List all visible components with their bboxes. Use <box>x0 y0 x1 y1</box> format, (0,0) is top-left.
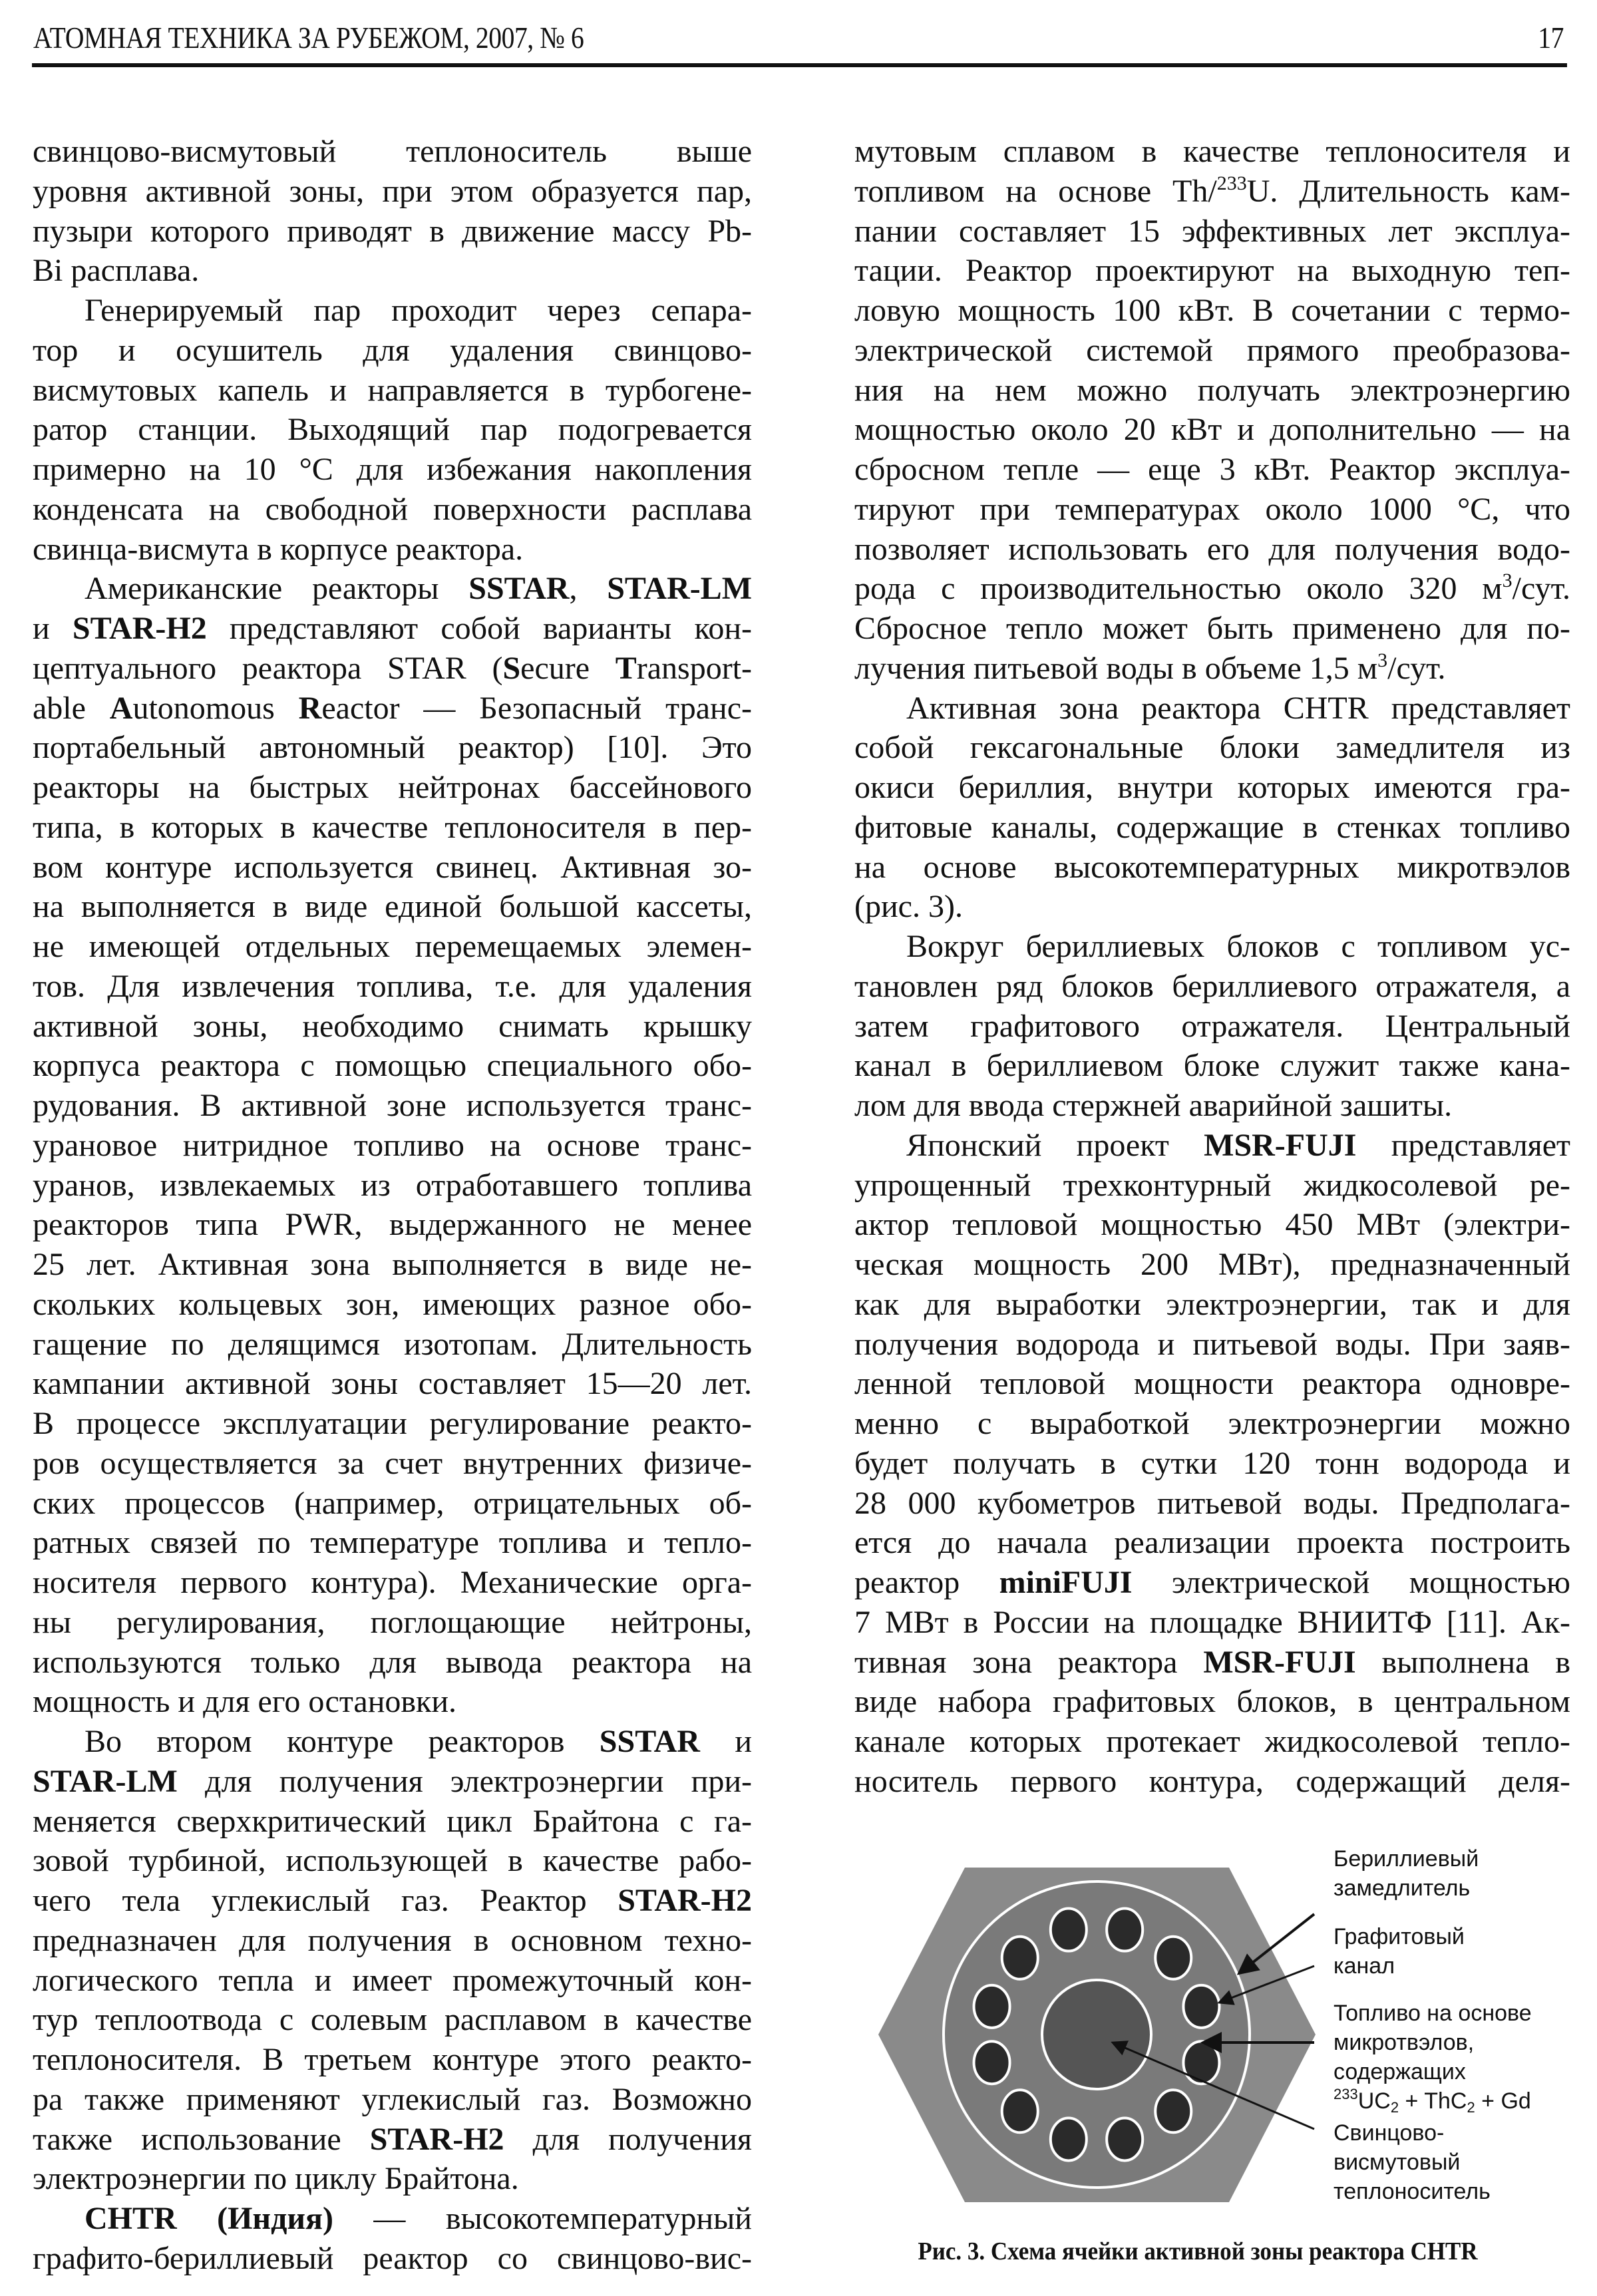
text-run: ческая мощность 200 МВт), предназначенный <box>854 1247 1570 1282</box>
text-run: реакторов типа PWR, выдержанного не менее <box>33 1207 752 1243</box>
text-run: ров осуществляется за счет внутренних физиче- <box>33 1445 752 1481</box>
formula-part: UC <box>1357 2088 1391 2114</box>
text-line <box>33 1802 752 1842</box>
label-line: микротвэлов, <box>1333 2030 1475 2055</box>
text-run: ны регулирования, поглощающие нейтроны, <box>33 1604 752 1640</box>
text-run: — высокотемпературный <box>333 2201 752 2236</box>
text-line <box>33 1404 752 1444</box>
text-line <box>854 927 1570 967</box>
text-run: ских процессов (например, отрицательных об- <box>33 1485 752 1521</box>
text-line <box>854 609 1570 649</box>
text-run: на основе высокотемпературных микротвэлов <box>854 849 1570 885</box>
text-line <box>33 1166 752 1206</box>
text-line <box>854 450 1570 490</box>
text-run: рода с производительностью около 320 м <box>854 571 1503 607</box>
bold-term: MSR-FUJI <box>1203 1644 1356 1680</box>
text-run: предназначен для получения в основном техно- <box>33 1922 752 1958</box>
text-line <box>854 848 1570 888</box>
text-line <box>33 1643 752 1683</box>
text-run: электроэнергии по циклу Брайтона. <box>33 2161 519 2197</box>
text-line <box>33 2199 752 2239</box>
text-run: гащение по делящимся изотопам. Длительность <box>33 1326 752 1362</box>
text-line <box>854 1166 1570 1206</box>
paragraph <box>854 1126 1570 1802</box>
label-line: Топливо на основе <box>1333 2001 1532 2026</box>
text-run: Вокруг бериллиевых блоков с топливом ус- <box>906 929 1570 964</box>
text-line <box>854 1722 1570 1762</box>
arrow-coolant <box>1113 2043 1314 2129</box>
fuel-channel <box>1155 2090 1191 2132</box>
text-run: позволяет использовать его для получения водо- <box>854 531 1570 567</box>
superscript: 3 <box>1502 570 1512 592</box>
text-line <box>33 808 752 848</box>
text-run: /сут. <box>1387 650 1446 686</box>
text-run: 7 МВт в России на площадке ВНИИТФ [11]. Ак- <box>854 1604 1570 1640</box>
label-line: содержащих <box>1333 2059 1466 2084</box>
text-run: ратных связей по температуре топлива и тепло- <box>33 1525 752 1561</box>
text-line <box>854 1086 1570 1126</box>
text-run: активной зоны, необходимо снимать крышку <box>33 1008 752 1044</box>
text-line <box>854 1643 1570 1683</box>
bold-term: STAR-H2 <box>618 1883 752 1918</box>
text-line <box>33 1126 752 1166</box>
text-run: реактор <box>854 1565 999 1600</box>
text-run: получения водорода и питьевой воды. При заяв- <box>854 1326 1570 1362</box>
left-column <box>33 132 752 2279</box>
text-line <box>33 331 752 371</box>
text-line <box>854 1007 1570 1047</box>
text-run: для получения электроэнергии при- <box>177 1763 752 1799</box>
superscript: 3 <box>1377 649 1388 671</box>
text-line <box>854 1205 1570 1245</box>
text-line <box>33 2000 752 2040</box>
text-line <box>33 1325 752 1365</box>
paragraph <box>854 927 1570 1126</box>
header-rule <box>32 63 1567 67</box>
text-line <box>854 887 1570 927</box>
text-line <box>33 371 752 410</box>
text-run: примерно на 10 °C для избежания накопления <box>33 452 752 487</box>
text-run: и <box>33 611 73 646</box>
text-line <box>33 2120 752 2160</box>
text-run: Генерируемый пар проходит через сепара- <box>85 293 752 328</box>
text-run: менно с выработкой электроэнергии можно <box>854 1406 1570 1441</box>
text-line <box>33 530 752 570</box>
text-run: на выполняется в виде единой большой кассеты, <box>33 889 752 925</box>
text-run: логического тепла и имеет промежуточный кон- <box>33 1962 752 1998</box>
text-line <box>33 2159 752 2199</box>
text-line <box>33 1961 752 2001</box>
text-run: тируют при температурах около 1000 °C, что <box>854 491 1570 527</box>
text-run: типа, в которых в качестве теплоносителя в пер- <box>33 809 752 845</box>
text-line <box>854 132 1570 172</box>
text-line <box>854 172 1570 212</box>
text-run: Американские реакторы <box>85 571 469 607</box>
text-line <box>854 808 1570 848</box>
text-line <box>33 1444 752 1484</box>
text-run: Во втором контуре реакторов <box>85 1724 600 1759</box>
text-line <box>33 2080 752 2120</box>
text-run: топливом на основе Th/ <box>854 173 1217 209</box>
text-line <box>33 967 752 1007</box>
text-line <box>854 649 1570 689</box>
text-run: цептуального реактора STAR ( <box>33 650 503 686</box>
text-run: для получения <box>504 2121 753 2157</box>
text-run: уровня активной зоны, при этом образуется пар, <box>33 173 752 209</box>
text-run: носитель первого контура, содержащий деля- <box>854 1763 1570 1799</box>
text-run: тации. Реактор проектируют на выходную теп- <box>854 253 1570 289</box>
text-line <box>33 410 752 450</box>
fuel-channel <box>1051 1909 1087 1951</box>
text-run: также использование <box>33 2121 370 2157</box>
text-line <box>854 490 1570 530</box>
bold-term: T <box>615 650 637 686</box>
text-line <box>33 251 752 291</box>
fuel-channel <box>974 2041 1010 2084</box>
text-line <box>33 1285 752 1325</box>
text-run: utonomous <box>132 690 299 726</box>
text-run: выполнена в <box>1355 1644 1570 1680</box>
text-line <box>33 1484 752 1524</box>
text-run: скольких кольцевых зон, имеющих разное обо- <box>33 1286 752 1322</box>
label-channel <box>1333 1922 1465 1981</box>
text-line <box>854 1245 1570 1285</box>
text-line <box>33 132 752 172</box>
label-line: Свинцово- <box>1333 2120 1445 2146</box>
bold-term: STAR-H2 <box>369 2121 504 2157</box>
text-run: ленной тепловой мощности реактора одновре- <box>854 1366 1570 1402</box>
paragraph <box>854 689 1570 927</box>
text-line <box>854 1046 1570 1086</box>
text-line <box>33 212 752 251</box>
text-run: виде набора графитовых блоков, в центральном <box>854 1684 1570 1720</box>
isotope: 233 <box>1333 2086 1358 2102</box>
page-number: 17 <box>1538 21 1564 55</box>
text-run: теплоносителя. В третьем контуре этого реакто- <box>33 2042 752 2077</box>
bold-term: A <box>109 690 133 726</box>
text-run: фитовые каналы, содержащие в стенках топливо <box>854 809 1570 845</box>
text-line <box>854 331 1570 371</box>
text-run: ратор станции. Выходящий пар подогревается <box>33 412 752 448</box>
text-run: able <box>33 690 110 726</box>
text-line <box>854 251 1570 291</box>
text-run: ecure <box>520 650 616 686</box>
label-line: висмутовый <box>1333 2150 1461 2175</box>
text-run: тов. Для извлечения топлива, т.е. для удаления <box>33 968 752 1004</box>
text-run: не имеющей отдельных перемещаемых элемен- <box>33 929 752 964</box>
text-line <box>33 1563 752 1603</box>
text-line <box>854 689 1570 729</box>
paragraph <box>33 291 752 569</box>
text-line <box>854 728 1570 768</box>
text-line <box>33 649 752 689</box>
formula-part: + Gd <box>1475 2088 1531 2114</box>
bold-term: S <box>502 650 521 686</box>
bold-term: SSTAR <box>599 1724 700 1759</box>
text-line <box>33 1722 752 1762</box>
text-line <box>854 1762 1570 1802</box>
fuel-channel <box>1107 2118 1143 2160</box>
text-run: как для выработки электроэнергии, так и для <box>854 1286 1570 1322</box>
text-line <box>33 768 752 808</box>
fuel-channel <box>1155 1937 1191 1979</box>
text-line <box>854 569 1570 609</box>
text-line <box>33 689 752 729</box>
bold-term: CHTR (Индия) <box>85 2201 333 2236</box>
text-line <box>854 212 1570 251</box>
text-run: используются только для вывода реактора на <box>33 1644 752 1680</box>
text-line <box>33 1007 752 1047</box>
text-run: сбросном тепле — еще 3 кВт. Реактор эксплуа- <box>854 452 1570 487</box>
fuel-channel <box>1002 1937 1038 1979</box>
text-line <box>33 1364 752 1404</box>
text-run: канал в бериллиевом блоке служит также кана- <box>854 1048 1570 1084</box>
text-line <box>854 1563 1570 1603</box>
fuel-formula <box>1333 2086 1532 2116</box>
text-run: лом для ввода стержней аварийной зашиты. <box>854 1088 1453 1123</box>
paragraph <box>854 132 1570 689</box>
text-run: , <box>569 571 608 607</box>
text-run: пузыри которого приводят в движение массу Pb- <box>33 213 752 249</box>
bold-term: MSR-FUJI <box>1204 1127 1357 1163</box>
label-moderator <box>1333 1844 1479 1903</box>
text-run: (рис. 3). <box>854 889 963 925</box>
text-run: кампании активной зоны составляет 15—20 лет. <box>33 1366 752 1402</box>
text-run: зовой турбиной, использующей в качестве рабо- <box>33 1843 752 1879</box>
text-line <box>33 887 752 927</box>
text-run: портабельный автономный реактор) [10]. Это <box>33 730 752 766</box>
text-line <box>854 1603 1570 1643</box>
beryllium-moderator-hexagon <box>878 1868 1316 2202</box>
text-run: 25 лет. Активная зона выполняется в виде не- <box>33 1247 752 1282</box>
bold-term: STAR-LM <box>33 1763 178 1799</box>
text-run: окиси бериллия, внутри которых имеются гра- <box>854 770 1570 805</box>
text-run: мутовым сплавом в качестве теплоносителя и <box>854 134 1570 169</box>
text-line <box>33 2239 752 2279</box>
text-line <box>33 927 752 967</box>
text-line <box>854 1325 1570 1365</box>
text-run: электрической мощностью <box>1132 1565 1570 1600</box>
paragraph <box>33 1722 752 2199</box>
text-run: мощность и для его остановки. <box>33 1684 457 1720</box>
text-line <box>33 450 752 490</box>
text-run: тановлен ряд блоков бериллиевого отражателя, а <box>854 968 1570 1004</box>
text-line <box>33 728 752 768</box>
paragraph <box>33 569 752 1722</box>
text-line <box>854 1444 1570 1484</box>
text-line <box>33 2040 752 2080</box>
text-line <box>854 1404 1570 1444</box>
text-run: В процессе эксплуатации регулирование реакто- <box>33 1406 752 1441</box>
text-run: свинца-висмута в корпусе реактора. <box>33 531 524 567</box>
superscript: 233 <box>1216 172 1247 194</box>
text-line <box>33 172 752 212</box>
journal-header: АТОМНАЯ ТЕХНИКА ЗА РУБЕЖОМ, 2007, № 6 <box>33 21 584 55</box>
text-run: ния на нем можно получать электроэнергию <box>854 372 1570 408</box>
label-line: Графитовый <box>1333 1924 1465 1949</box>
text-line <box>33 1046 752 1086</box>
label-coolant <box>1333 2118 1491 2206</box>
bold-term: miniFUJI <box>999 1565 1133 1600</box>
text-line <box>854 1126 1570 1166</box>
text-line <box>854 967 1570 1007</box>
text-line <box>33 490 752 530</box>
text-run: U. Длительность кам- <box>1246 173 1570 209</box>
text-line <box>33 1841 752 1881</box>
text-line <box>33 1245 752 1285</box>
fuel-channel <box>974 1985 1010 2028</box>
text-line <box>33 609 752 649</box>
arrow-moderator <box>1239 1914 1314 1973</box>
text-line <box>33 1762 752 1802</box>
label-line: замедлитель <box>1333 1876 1471 1901</box>
text-run: электрической системой прямого преобразова- <box>854 332 1570 368</box>
text-run: затем графитового отражателя. Центральный <box>854 1008 1570 1044</box>
text-line <box>33 1603 752 1643</box>
bold-term: STAR-LM <box>607 571 752 607</box>
text-run: Bi расплава. <box>33 253 200 289</box>
text-line <box>854 768 1570 808</box>
text-line <box>854 1364 1570 1404</box>
text-run: Активная зона реактора CHTR представляет <box>906 690 1570 726</box>
fuel-channel <box>1107 1909 1143 1951</box>
fuel-channel <box>1002 2090 1038 2132</box>
lead-bismuth-coolant-center <box>1042 1980 1151 2089</box>
text-run: носителя первого контура). Механические орга- <box>33 1565 752 1600</box>
text-run: канале которых протекает жидкосолевой тепло- <box>854 1724 1570 1759</box>
figure-caption: Рис. 3. Схема ячейки активной зоны реактора CHTR <box>918 2237 1478 2265</box>
text-run: лучения питьевой воды в объеме 1,5 м <box>854 650 1378 686</box>
bold-term: STAR-H2 <box>72 611 207 646</box>
text-run: свинцово-висмутовый теплоноситель выше <box>33 134 752 169</box>
text-line <box>33 1086 752 1126</box>
text-line <box>854 1484 1570 1524</box>
text-run: Японский проект <box>906 1127 1204 1163</box>
text-line <box>854 291 1570 331</box>
text-run: реакторы на быстрых нейтронах бассейнового <box>33 770 752 805</box>
text-run: мощностью около 20 кВт и дополнительно — на <box>854 412 1570 448</box>
text-line <box>33 1682 752 1722</box>
text-run: ется до начала реализации проекта построить <box>854 1525 1570 1561</box>
text-run: упрощенный трехконтурный жидкосолевой ре- <box>854 1167 1570 1203</box>
text-run: собой гексагональные блоки замедлителя из <box>854 730 1570 766</box>
text-run: и <box>699 1724 753 1759</box>
text-line <box>33 848 752 888</box>
text-run: eactor — Безопасный транс- <box>321 690 752 726</box>
text-run: ransport- <box>636 650 752 686</box>
text-run: ловую мощность 100 кВт. В сочетании с термо- <box>854 293 1570 328</box>
text-line <box>33 1205 752 1245</box>
text-line <box>33 569 752 609</box>
label-line: теплоноситель <box>1333 2179 1491 2204</box>
fuel-channel <box>1051 2118 1087 2160</box>
text-run: висмутовых капель и направляется в турбогене- <box>33 372 752 408</box>
text-run: представляют собой варианты кон- <box>206 611 752 646</box>
text-run: 28 000 кубометров питьевой воды. Предполага- <box>854 1485 1570 1521</box>
text-run: конденсата на свободной поверхности расплава <box>33 491 752 527</box>
paragraph <box>33 2199 752 2279</box>
bold-term: SSTAR <box>468 571 570 607</box>
right-column <box>854 132 1570 1802</box>
text-run: Сбросное тепло может быть применено для по- <box>854 611 1570 646</box>
subscript: 2 <box>1467 2099 1475 2116</box>
text-run: урановое нитридное топливо на основе транс- <box>33 1127 752 1163</box>
text-run: тивная зона реактора <box>854 1644 1204 1680</box>
label-fuel <box>1333 1999 1532 2116</box>
text-run: чего тела углекислый газ. Реактор <box>33 1883 618 1918</box>
bold-term: R <box>298 690 322 726</box>
text-run: уранов, извлекаемых из отработавшего топлива <box>33 1167 752 1203</box>
text-run: ра также применяют углекислый газ. Возможно <box>33 2081 752 2117</box>
label-line: канал <box>1333 1953 1395 1979</box>
text-line <box>33 291 752 331</box>
graphite-channel-ring <box>944 1882 1250 2188</box>
text-line <box>33 1523 752 1563</box>
text-run: актор тепловой мощностью 450 МВт (электри- <box>854 1207 1570 1243</box>
subscript: 2 <box>1390 2099 1399 2116</box>
text-run: меняется сверхкритический цикл Брайтона с га- <box>33 1803 752 1839</box>
formula-part: + ThC <box>1399 2088 1467 2114</box>
fuel-channel <box>1183 1985 1219 2028</box>
text-run: корпуса реактора с помощью специального обо- <box>33 1048 752 1084</box>
text-run: представляет <box>1356 1127 1570 1163</box>
text-run: тор и осушитель для удаления свинцово- <box>33 332 752 368</box>
text-line <box>33 1921 752 1961</box>
text-run: /сут. <box>1512 571 1570 607</box>
paragraph <box>33 132 752 291</box>
text-run: будет получать в сутки 120 тонн водорода и <box>854 1445 1570 1481</box>
text-line <box>854 1682 1570 1722</box>
text-run: графито-бериллиевый реактор со свинцово-вис- <box>33 2240 752 2276</box>
text-line <box>854 530 1570 570</box>
text-run: вом контуре используется свинец. Активная зо- <box>33 849 752 885</box>
text-run: рудования. В активной зоне используется транс- <box>33 1088 752 1123</box>
text-run: тур теплоотвода с солевым расплавом в качестве <box>33 2002 752 2038</box>
fuel-channel <box>1183 2041 1219 2084</box>
text-line <box>854 410 1570 450</box>
arrow-channel <box>1219 1966 1314 2003</box>
text-run: пании составляет 15 эффективных лет эксплуа- <box>854 213 1570 249</box>
text-line <box>33 1881 752 1921</box>
text-line <box>854 1523 1570 1563</box>
text-line <box>854 1285 1570 1325</box>
label-line: Бериллиевый <box>1333 1846 1479 1872</box>
text-line <box>854 371 1570 410</box>
